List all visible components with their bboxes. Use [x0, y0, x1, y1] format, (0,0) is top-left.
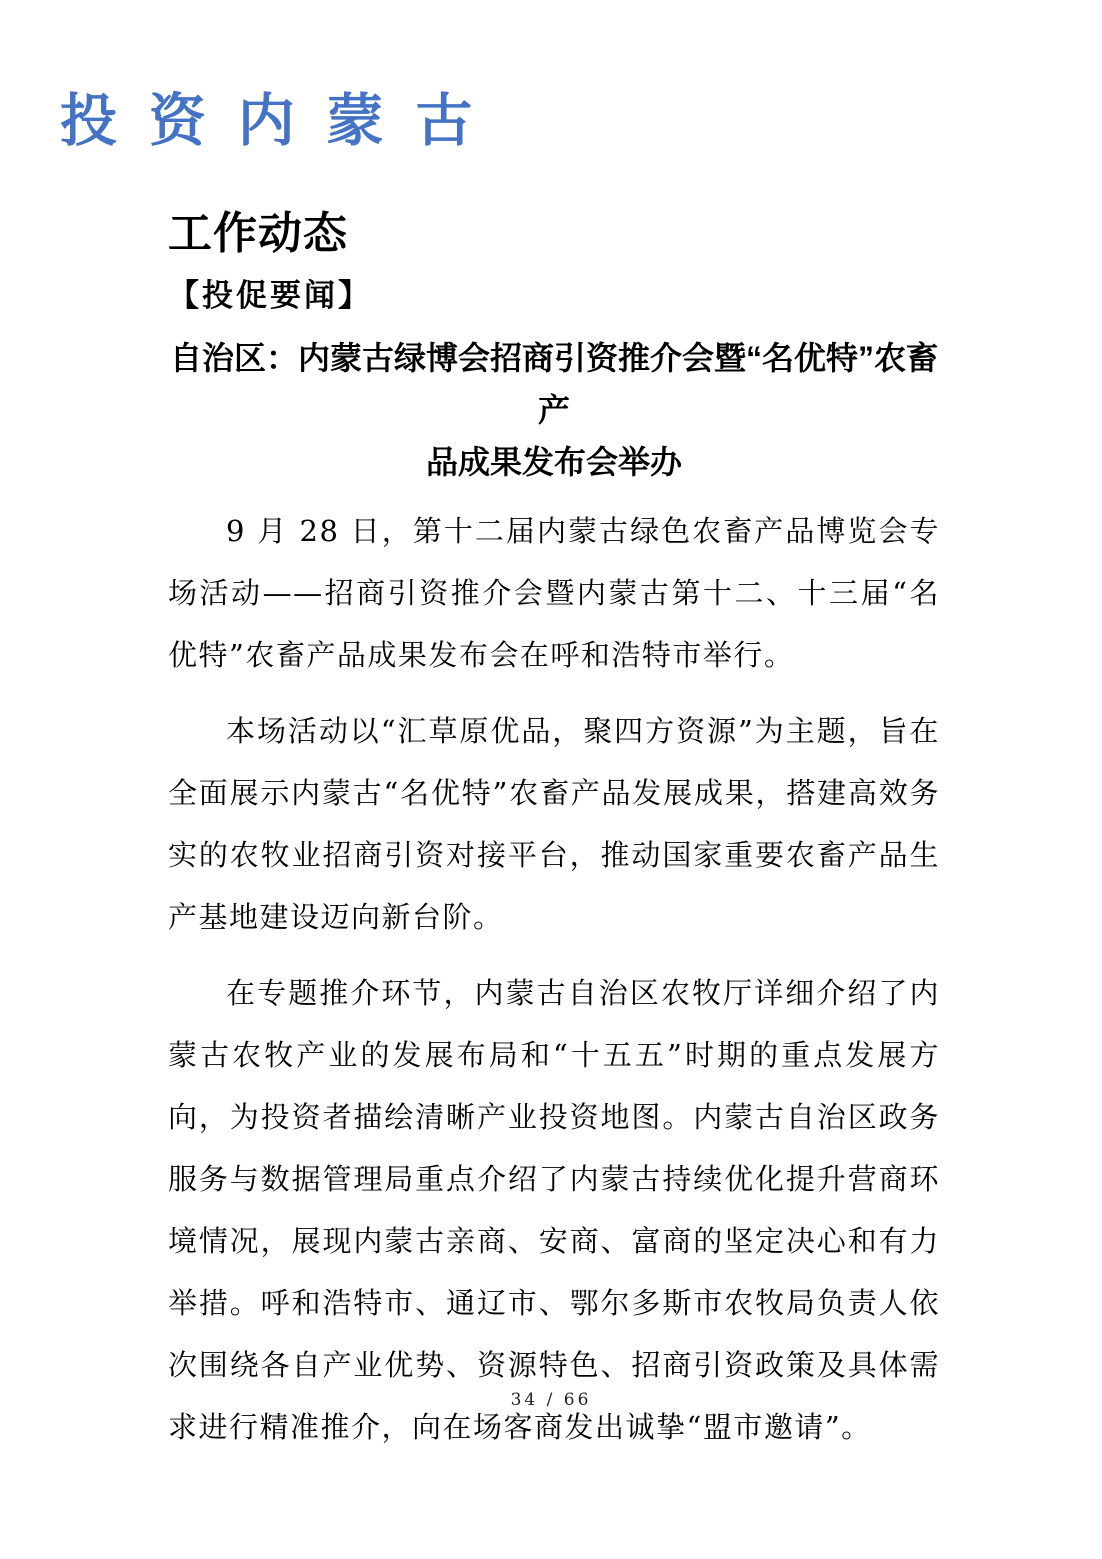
article-title-line-1: 自治区：内蒙古绿博会招商引资推介会暨“名优特”农畜产: [169, 340, 938, 428]
article-title: [168, 332, 940, 488]
article-paragraph-1: 9 月 28 日，第十二届内蒙古绿色农畜产品博览会专场活动——招商引资推介会暨内蒙古第十二、十三届“名优特”农畜产品成果发布会在呼和浩特市举行。: [168, 514, 940, 672]
article-title-line-2: 品成果发布会举办: [425, 444, 682, 480]
page-number: 34 / 66: [510, 1390, 592, 1410]
subsection-heading: 【投促要闻】: [168, 278, 372, 314]
document-content: [168, 210, 940, 1458]
section-heading: 工作动态: [168, 209, 348, 258]
article-paragraph-2: 本场活动以“汇草原优品，聚四方资源”为主题，旨在全面展示内蒙古“名优特”农畜产品发展成果，搭建高效务实的农牧业招商引资对接平台，推动国家重要农畜产品生产基地建设迈向新台阶。: [168, 714, 940, 934]
brand-title: 投 资 内 蒙 古: [60, 87, 479, 154]
article-paragraph-3: 在专题推介环节，内蒙古自治区农牧厅详细介绍了内蒙古农牧产业的发展布局和“十五五”时期的重点发展方向，为投资者描绘清晰产业投资地图。内蒙古自治区政务服务与数据管理局重点介绍了内蒙古持续优化提升营商环境情况，展现内蒙古亲商、安商、富商的坚定决心和有力举措。呼和浩特市、通辽市、鄂尔多斯市农牧局负责人依次围绕各自产业优势、资源特色、招商引资政策及具体需求进行精准推介，向在场客商发出诚挚“盟市邀请”。: [168, 976, 940, 1444]
